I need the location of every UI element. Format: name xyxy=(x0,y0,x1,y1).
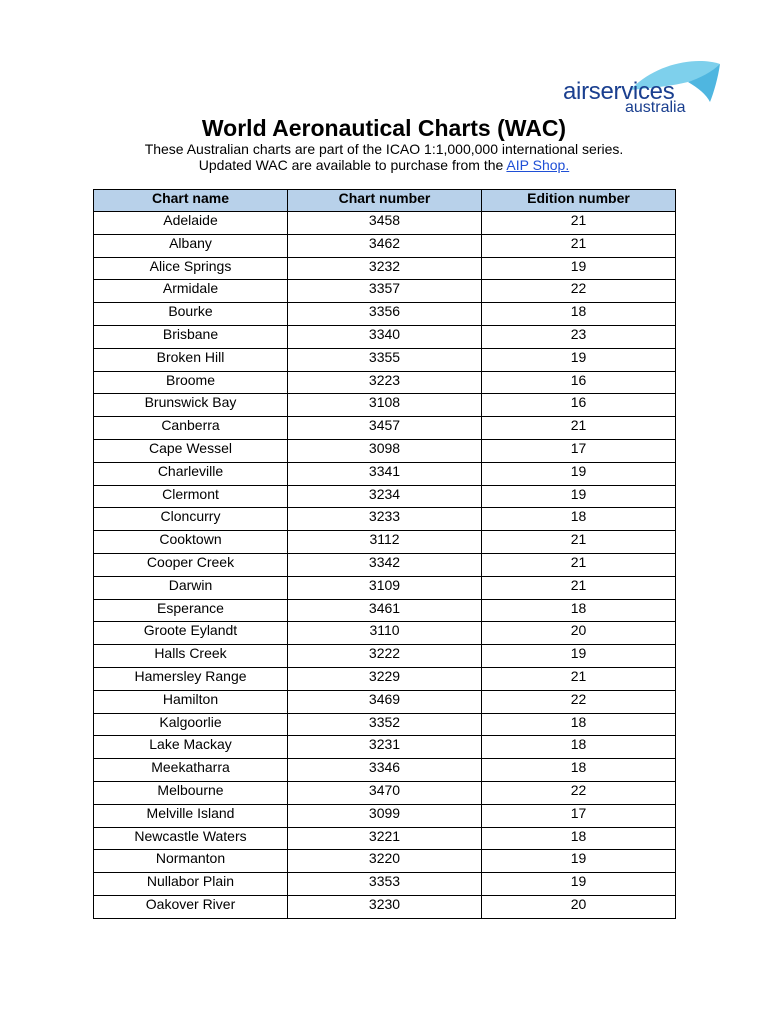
cell-edition-number: 22 xyxy=(482,280,676,303)
cell-chart-number: 3470 xyxy=(288,781,482,804)
cell-edition-number: 18 xyxy=(482,713,676,736)
table-row xyxy=(94,371,676,394)
cell-chart-number: 3461 xyxy=(288,599,482,622)
cell-chart-name: Armidale xyxy=(94,280,288,303)
table-row xyxy=(94,645,676,668)
table-row xyxy=(94,348,676,371)
cell-chart-name: Cape Wessel xyxy=(94,439,288,462)
table-row xyxy=(94,508,676,531)
cell-chart-name: Meekatharra xyxy=(94,759,288,782)
table-row xyxy=(94,325,676,348)
cell-edition-number: 19 xyxy=(482,462,676,485)
cell-chart-number: 3357 xyxy=(288,280,482,303)
table-row xyxy=(94,212,676,235)
cell-chart-number: 3223 xyxy=(288,371,482,394)
cell-edition-number: 19 xyxy=(482,348,676,371)
cell-edition-number: 21 xyxy=(482,417,676,440)
cell-edition-number: 16 xyxy=(482,371,676,394)
cell-chart-number: 3222 xyxy=(288,645,482,668)
cell-edition-number: 19 xyxy=(482,485,676,508)
cell-edition-number: 18 xyxy=(482,599,676,622)
cell-chart-number: 3340 xyxy=(288,325,482,348)
table-row xyxy=(94,736,676,759)
table-row xyxy=(94,690,676,713)
cell-chart-number: 3112 xyxy=(288,531,482,554)
cell-chart-number: 3458 xyxy=(288,212,482,235)
cell-chart-number: 3353 xyxy=(288,873,482,896)
cell-edition-number: 21 xyxy=(482,212,676,235)
cell-chart-name: Melville Island xyxy=(94,804,288,827)
airservices-logo xyxy=(560,58,730,120)
cell-chart-number: 3462 xyxy=(288,234,482,257)
table-header-row xyxy=(94,190,676,212)
cell-edition-number: 18 xyxy=(482,736,676,759)
cell-chart-number: 3352 xyxy=(288,713,482,736)
table-row xyxy=(94,462,676,485)
table-row xyxy=(94,759,676,782)
cell-edition-number: 22 xyxy=(482,690,676,713)
table-row xyxy=(94,553,676,576)
table-row xyxy=(94,599,676,622)
cell-edition-number: 18 xyxy=(482,303,676,326)
cell-edition-number: 21 xyxy=(482,234,676,257)
cell-chart-number: 3469 xyxy=(288,690,482,713)
cell-edition-number: 19 xyxy=(482,257,676,280)
table-row xyxy=(94,804,676,827)
cell-chart-name: Clermont xyxy=(94,485,288,508)
cell-chart-number: 3346 xyxy=(288,759,482,782)
logo-wordmark: airservices xyxy=(563,78,675,105)
cell-edition-number: 18 xyxy=(482,759,676,782)
cell-chart-number: 3108 xyxy=(288,394,482,417)
table-row xyxy=(94,257,676,280)
cell-chart-number: 3230 xyxy=(288,895,482,918)
table-row xyxy=(94,531,676,554)
cell-chart-name: Broome xyxy=(94,371,288,394)
cell-chart-name: Halls Creek xyxy=(94,645,288,668)
cell-edition-number: 21 xyxy=(482,553,676,576)
cell-chart-number: 3356 xyxy=(288,303,482,326)
table-row xyxy=(94,850,676,873)
page-title: World Aeronautical Charts (WAC) xyxy=(201,115,567,141)
cell-chart-name: Nullabor Plain xyxy=(94,873,288,896)
cell-chart-name: Cloncurry xyxy=(94,508,288,531)
cell-chart-number: 3355 xyxy=(288,348,482,371)
cell-chart-number: 3342 xyxy=(288,553,482,576)
cell-chart-name: Broken Hill xyxy=(94,348,288,371)
cell-edition-number: 17 xyxy=(482,439,676,462)
cell-edition-number: 16 xyxy=(482,394,676,417)
cell-chart-name: Bourke xyxy=(94,303,288,326)
column-header-chart-name: Chart name xyxy=(94,190,288,212)
cell-chart-name: Kalgoorlie xyxy=(94,713,288,736)
table-row xyxy=(94,234,676,257)
table-row xyxy=(94,827,676,850)
cell-edition-number: 18 xyxy=(482,508,676,531)
cell-chart-name: Cooper Creek xyxy=(94,553,288,576)
table-row xyxy=(94,713,676,736)
cell-edition-number: 20 xyxy=(482,895,676,918)
cell-edition-number: 22 xyxy=(482,781,676,804)
cell-chart-name: Esperance xyxy=(94,599,288,622)
table-row xyxy=(94,280,676,303)
cell-chart-number: 3457 xyxy=(288,417,482,440)
cell-edition-number: 21 xyxy=(482,667,676,690)
table-row xyxy=(94,303,676,326)
cell-chart-name: Normanton xyxy=(94,850,288,873)
cell-chart-name: Hamilton xyxy=(94,690,288,713)
cell-chart-number: 3231 xyxy=(288,736,482,759)
cell-chart-number: 3109 xyxy=(288,576,482,599)
cell-chart-name: Melbourne xyxy=(94,781,288,804)
cell-edition-number: 20 xyxy=(482,622,676,645)
aip-shop-link[interactable]: AIP Shop. xyxy=(506,157,570,173)
cell-chart-number: 3099 xyxy=(288,804,482,827)
cell-chart-number: 3110 xyxy=(288,622,482,645)
cell-chart-number: 3229 xyxy=(288,667,482,690)
cell-chart-name: Lake Mackay xyxy=(94,736,288,759)
cell-chart-name: Brunswick Bay xyxy=(94,394,288,417)
cell-edition-number: 17 xyxy=(482,804,676,827)
table-row xyxy=(94,439,676,462)
cell-chart-name: Oakover River xyxy=(94,895,288,918)
cell-chart-name: Cooktown xyxy=(94,531,288,554)
table-row xyxy=(94,781,676,804)
table-row xyxy=(94,667,676,690)
cell-chart-name: Alice Springs xyxy=(94,257,288,280)
cell-chart-name: Brisbane xyxy=(94,325,288,348)
subtitle-line-1: These Australian charts are part of the ICAO 1:1,000,000 international series. xyxy=(144,141,624,157)
table-body xyxy=(94,212,676,919)
table-row xyxy=(94,622,676,645)
cell-edition-number: 18 xyxy=(482,827,676,850)
cell-chart-name: Hamersley Range xyxy=(94,667,288,690)
subtitle-line-2 xyxy=(0,157,768,173)
cell-edition-number: 21 xyxy=(482,531,676,554)
cell-edition-number: 19 xyxy=(482,645,676,668)
cell-edition-number: 19 xyxy=(482,873,676,896)
cell-chart-name: Darwin xyxy=(94,576,288,599)
table-row xyxy=(94,895,676,918)
cell-chart-name: Newcastle Waters xyxy=(94,827,288,850)
logo-subtext: australia xyxy=(625,99,686,116)
cell-chart-number: 3221 xyxy=(288,827,482,850)
charts-table xyxy=(93,189,676,919)
column-header-chart-number: Chart number xyxy=(288,190,482,212)
cell-chart-number: 3233 xyxy=(288,508,482,531)
cell-chart-name: Albany xyxy=(94,234,288,257)
cell-chart-name: Groote Eylandt xyxy=(94,622,288,645)
cell-chart-number: 3341 xyxy=(288,462,482,485)
column-header-edition-number: Edition number xyxy=(482,190,676,212)
cell-chart-name: Canberra xyxy=(94,417,288,440)
table-row xyxy=(94,394,676,417)
table-row xyxy=(94,417,676,440)
cell-chart-number: 3232 xyxy=(288,257,482,280)
table-row xyxy=(94,873,676,896)
cell-edition-number: 21 xyxy=(482,576,676,599)
cell-chart-number: 3220 xyxy=(288,850,482,873)
cell-chart-number: 3098 xyxy=(288,439,482,462)
cell-edition-number: 23 xyxy=(482,325,676,348)
cell-chart-number: 3234 xyxy=(288,485,482,508)
cell-chart-name: Charleville xyxy=(94,462,288,485)
table-row xyxy=(94,485,676,508)
subtitle-line-2-text: Updated WAC are available to purchase from the xyxy=(198,157,507,173)
cell-edition-number: 19 xyxy=(482,850,676,873)
table-row xyxy=(94,576,676,599)
cell-chart-name: Adelaide xyxy=(94,212,288,235)
